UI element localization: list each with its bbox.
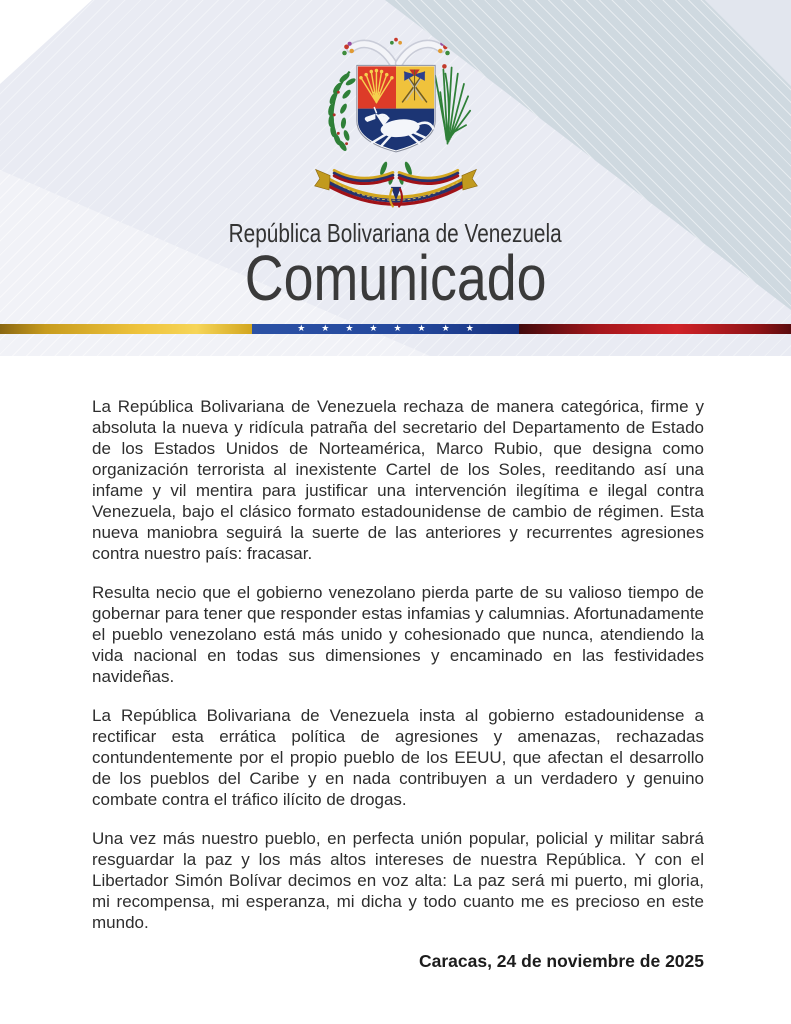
flag-blue-band <box>252 324 519 334</box>
laurel-branch-icon <box>327 72 357 153</box>
communique-body <box>0 356 791 972</box>
cornucopias-icon <box>342 38 450 64</box>
header <box>0 0 791 356</box>
paragraph-1: La República Bolivariana de Venezuela rechaza de manera categórica, firme y absoluta la nueva y ridícula patraña del secretario del Departamento de Estado de los Estados Unidos de Norteamérica, Marco Rubio, que designa como organización terrorista al inexistente Cartel de los Soles, reeditando así una infame y vil mentira para justificar una intervención ilegítima e ilegal contra Venezuela, bajo el clásico formato estadounidense de cambio de régimen. Esta nueva maniobra seguirá la suerte de las anteriores y recurrentes agresiones contra nuestro país: fracasar. <box>92 397 704 563</box>
paragraph-4: Una vez más nuestro pueblo, en perfecta unión popular, policial y militar sabrá resguardar la paz y los más altos intereses de nuestra República. Y con el Libertador Simón Bolívar decimos en voz alta: La paz será mi puerto, mi gloria, mi recompensa, mi esperanza, mi dicha y todo cuanto me es precioso en este mundo. <box>92 829 704 932</box>
country-name: República Bolivariana de Venezuela <box>228 218 563 248</box>
flag-stars: ★★★★★★★★ <box>297 324 490 334</box>
flag-stripe <box>0 324 791 334</box>
dateline: Caracas, 24 de noviembre de 2025 <box>418 951 704 971</box>
page-title: Comunicado <box>244 242 547 314</box>
shield-icon <box>356 65 434 152</box>
palm-branch-icon <box>435 64 470 144</box>
ribbon-icon <box>314 161 477 207</box>
paragraph-3: La República Bolivariana de Venezuela insta al gobierno estadounidense a rectificar esta errática política de agresiones y amenazas, rechazadas contundentemente por el propio pueblo de los EEUU, que afectan el desarrollo de los pueblos del Caribe y en nada contribuyen a un verdadero y genuino combate contra el tráfico ilícito de drogas. <box>92 706 704 809</box>
paragraph-2: Resulta necio que el gobierno venezolano pierda parte de su valioso tiempo de gobernar para tener que responder estas infamias y calumnias. Afortunadamente el pueblo venezolano está más unido y cohesionado que nunca, atendiendo la vida nacional en todas sus dimensiones y encaminado en las festividades navideñas. <box>92 583 704 686</box>
flag-red-band <box>519 324 791 334</box>
flag-yellow-band <box>0 324 252 334</box>
